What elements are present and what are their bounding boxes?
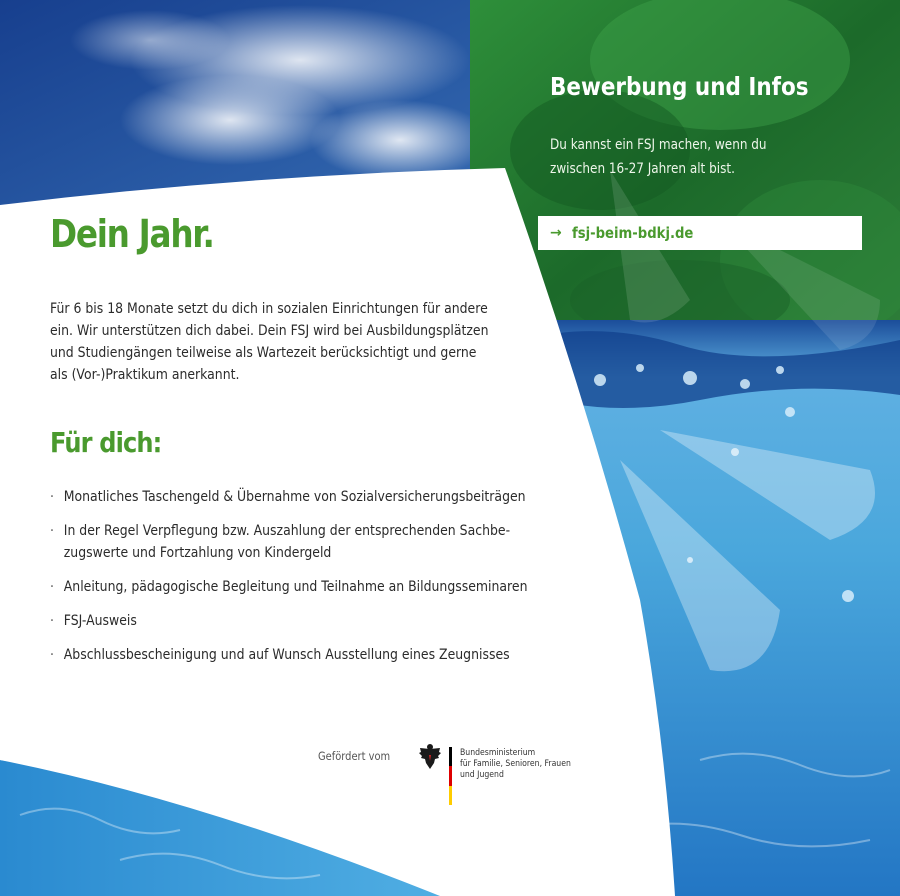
page-title: Dein Jahr. — [50, 212, 214, 256]
federal-eagle-icon — [418, 742, 442, 770]
intro-line: als (Vor-)Praktikum anerkannt. — [50, 367, 240, 383]
flag-stripe-gold — [449, 786, 452, 805]
intro-line: Für 6 bis 18 Monate setzt du dich in sozialen Einrichtungen für andere — [50, 301, 488, 317]
flag-stripe-black — [449, 747, 452, 766]
german-flag-stripe — [449, 747, 452, 805]
list-item — [50, 520, 609, 564]
intro-line: ein. Wir unterstützen dich dabei. Dein FSJ wird bei Ausbildungsplätzen — [50, 323, 489, 339]
ministry-line: Bundesministerium — [460, 748, 536, 758]
list-item — [50, 610, 609, 632]
intro-paragraph — [50, 298, 514, 386]
eligibility-text — [550, 133, 808, 181]
list-item-line: In der Regel Verpflegung bzw. Auszahlung der entsprechenden Sachbe- — [63, 523, 511, 539]
flag-stripe-red — [449, 766, 452, 785]
list-item — [50, 486, 609, 508]
section-heading-benefits: Für dich: — [50, 426, 162, 459]
ministry-line: für Familie, Senioren, Frauen — [460, 759, 571, 769]
list-item-line: zugswerte und Fortzahlung von Kindergeld — [63, 545, 332, 561]
ministry-line: und Jugend — [460, 770, 504, 780]
list-item-line: Anleitung, pädagogische Begleitung und Teilnahme an Bildungsseminaren — [63, 579, 528, 595]
list-item-line: Abschlussbescheinigung und auf Wunsch Ausstellung eines Zeugnisses — [63, 647, 510, 663]
list-item — [50, 576, 609, 598]
website-link-text: fsj-beim-bdkj.de — [571, 224, 694, 242]
funding-label: Gefördert vom — [318, 749, 391, 763]
link-arrow-icon: → — [550, 225, 562, 241]
list-item-line: Monatliches Taschengeld & Übernahme von Sozialversicherungsbeiträgen — [63, 489, 526, 505]
list-item-line: FSJ-Ausweis — [63, 613, 137, 629]
list-item — [50, 644, 609, 666]
intro-line: und Studiengängen teilweise als Wartezeit berücksichtigt und gerne — [50, 345, 477, 361]
website-link[interactable] — [538, 216, 862, 250]
eligibility-line: Du kannst ein FSJ machen, wenn du — [550, 137, 767, 153]
info-heading: Bewerbung und Infos — [550, 72, 809, 101]
eligibility-line: zwischen 16-27 Jahren alt bist. — [550, 161, 735, 177]
benefits-list — [50, 486, 609, 678]
ministry-name — [460, 748, 632, 781]
